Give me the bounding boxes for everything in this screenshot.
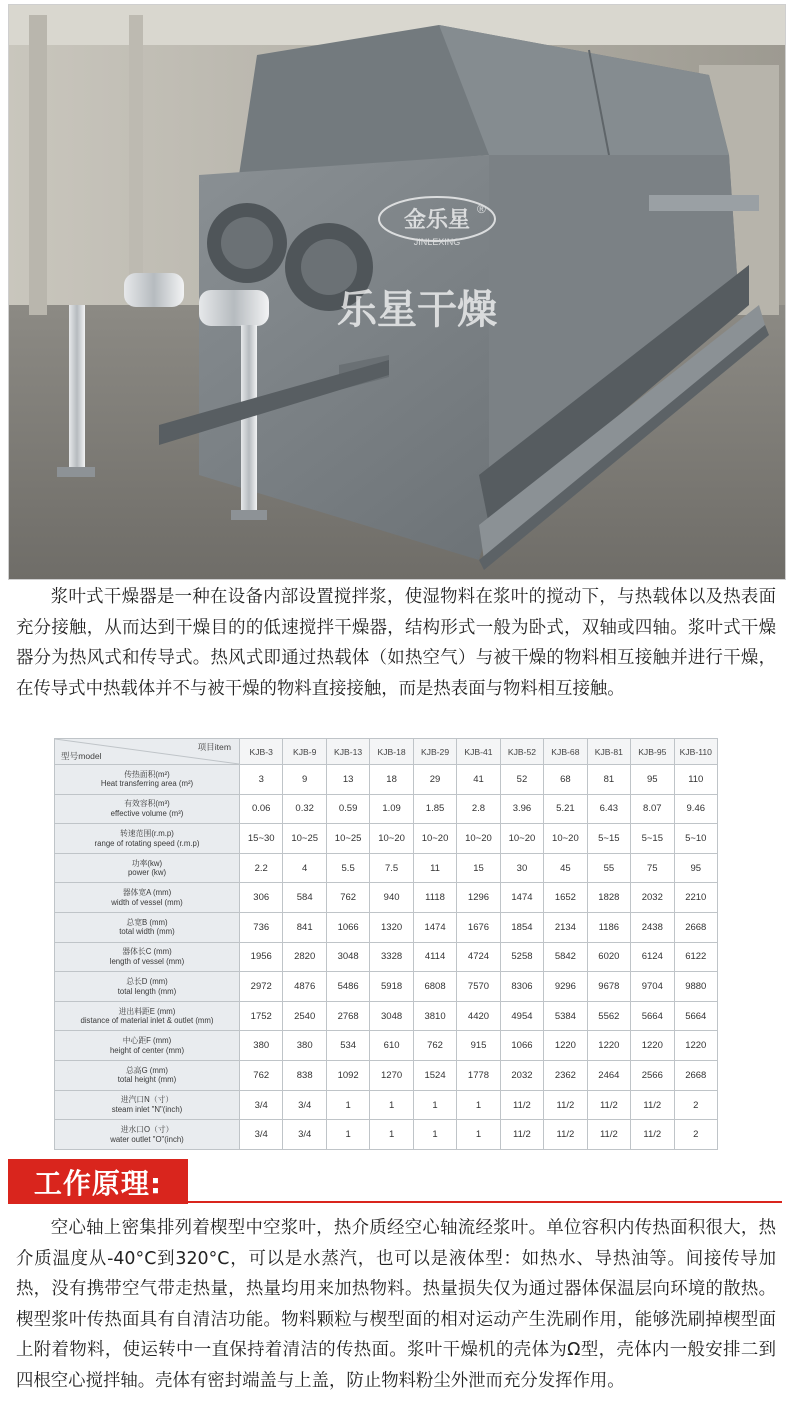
value-cell: 1186: [587, 913, 630, 943]
value-cell: 9.46: [674, 794, 717, 824]
value-cell: 1474: [500, 883, 543, 913]
value-cell: 610: [370, 1031, 413, 1061]
value-cell: 3/4: [240, 1120, 283, 1150]
value-cell: 13: [326, 765, 369, 795]
principle-text: 空心轴上密集排列着楔型中空浆叶，热介质经空心轴流经浆叶。单位容积内传热面积很大，热介质温度从-40°C到320°C，可以是水蒸汽，也可以是液体型：如热水、导热油等。间接传导加热，没有携带空气带走热量，热量均用来加热物料。热量损失仅为通过器体保温层向环境的散热。楔型浆叶传热面具有自清洁功能。物料颗粒与楔型面的相对运动产生洗刷作用，能够洗刷掉楔型面上附着物料，使运转中一直保持着清洁的传热面。浆叶干燥机的壳体为Ω型，壳体内一般安排二到四根空心搅拌轴。壳体有密封端盖与上盖，防止物料粉尘外泄而充分发挥作用。: [16, 1218, 776, 1391]
row-label-cn: 进出料距E (mm): [118, 1006, 176, 1016]
value-cell: 1: [326, 1090, 369, 1120]
row-label-cn: 有效容积(m³): [124, 799, 170, 809]
table-row: [55, 853, 718, 883]
value-cell: 762: [240, 1061, 283, 1091]
value-cell: 1220: [587, 1031, 630, 1061]
value-cell: 10~20: [544, 824, 587, 854]
value-cell: 1220: [544, 1031, 587, 1061]
value-cell: 2.8: [457, 794, 500, 824]
value-cell: 2: [674, 1120, 717, 1150]
section-divider: [188, 1201, 782, 1203]
value-cell: 5.5: [326, 853, 369, 883]
value-cell: 380: [240, 1031, 283, 1061]
row-label-cn: 进水口O（寸）: [120, 1125, 174, 1135]
intro-text: 浆叶式干燥器是一种在设备内部设置搅拌浆，使湿物料在浆叶的搅动下，与热载体以及热表面充分接触，从而达到干燥目的的低速搅拌干燥器，结构形式一般为卧式，双轴或四轴。浆叶式干燥器分为热风式和传导式。热风式即通过热载体（如热空气）与被干燥的物料相互接触并进行干燥，在传导式中热载体并不与被干燥的物料直接接触，而是热表面与物料相互接触。: [16, 587, 776, 699]
row-label-cell: [55, 1001, 240, 1031]
value-cell: 68: [544, 765, 587, 795]
row-label-cell: [55, 1061, 240, 1091]
row-label-cell: [55, 942, 240, 972]
value-cell: 1320: [370, 913, 413, 943]
model-header-cell: KJB-29: [413, 739, 456, 765]
row-label-en: height of center (mm): [109, 1045, 185, 1055]
value-cell: 5664: [631, 1001, 674, 1031]
table-row: [55, 1090, 718, 1120]
row-label-cell: [55, 1090, 240, 1120]
value-cell: 4876: [283, 972, 326, 1002]
value-cell: 6122: [674, 942, 717, 972]
value-cell: 2032: [631, 883, 674, 913]
value-cell: 11/2: [544, 1120, 587, 1150]
value-cell: 2972: [240, 972, 283, 1002]
value-cell: 10~25: [283, 824, 326, 854]
value-cell: 1: [457, 1090, 500, 1120]
row-label-cn: 器体长C (mm): [122, 947, 172, 957]
value-cell: 110: [674, 765, 717, 795]
table-row: [55, 913, 718, 943]
table-row: [55, 794, 718, 824]
row-label-en: power (kw): [127, 868, 167, 878]
row-label-en: effective volume (m³): [110, 808, 184, 818]
value-cell: 1118: [413, 883, 456, 913]
value-cell: 10~20: [457, 824, 500, 854]
value-cell: 1: [457, 1120, 500, 1150]
model-header-cell: KJB-81: [587, 739, 630, 765]
model-header-cell: KJB-95: [631, 739, 674, 765]
row-label-cell: [55, 913, 240, 943]
value-cell: 1524: [413, 1061, 456, 1091]
value-cell: 6020: [587, 942, 630, 972]
value-cell: 15: [457, 853, 500, 883]
value-cell: 5~10: [674, 824, 717, 854]
value-cell: 2464: [587, 1061, 630, 1091]
model-header-cell: KJB-41: [457, 739, 500, 765]
row-label-en: length of vessel (mm): [109, 956, 185, 966]
watermark-logo-en: JINLEXING: [413, 237, 461, 247]
row-label-en: width of vessel (mm): [111, 897, 183, 907]
value-cell: 10~20: [413, 824, 456, 854]
value-cell: 5562: [587, 1001, 630, 1031]
registered-mark: ®: [477, 202, 486, 216]
value-cell: 11/2: [587, 1120, 630, 1150]
table-row: [55, 1120, 718, 1150]
value-cell: 2: [674, 1090, 717, 1120]
row-label-cell: [55, 1031, 240, 1061]
value-cell: 1: [326, 1120, 369, 1150]
row-label-en: steam inlet "N"(inch): [111, 1105, 183, 1114]
table-row: [55, 972, 718, 1002]
value-cell: 5664: [674, 1001, 717, 1031]
row-label-cn: 器体宽A (mm): [122, 888, 172, 898]
value-cell: 5.21: [544, 794, 587, 824]
value-cell: 11/2: [631, 1120, 674, 1150]
model-header-cell: KJB-110: [674, 739, 717, 765]
row-label-en: distance of material inlet & outlet (mm): [80, 1016, 214, 1026]
value-cell: 2540: [283, 1001, 326, 1031]
value-cell: 45: [544, 853, 587, 883]
value-cell: 10~25: [326, 824, 369, 854]
value-cell: 3: [240, 765, 283, 795]
value-cell: 95: [631, 765, 674, 795]
value-cell: 2668: [674, 913, 717, 943]
table-row: [55, 1001, 718, 1031]
value-cell: 3.96: [500, 794, 543, 824]
row-label-cell: [55, 1120, 240, 1150]
row-label-en: total height (mm): [117, 1075, 177, 1085]
row-label-cn: 总长D (mm): [126, 976, 168, 986]
value-cell: 9678: [587, 972, 630, 1002]
value-cell: 838: [283, 1061, 326, 1091]
value-cell: 1092: [326, 1061, 369, 1091]
principle-paragraph: [16, 1213, 776, 1396]
value-cell: 5842: [544, 942, 587, 972]
table-row: [55, 765, 718, 795]
value-cell: 1854: [500, 913, 543, 943]
value-cell: 4: [283, 853, 326, 883]
value-cell: 0.32: [283, 794, 326, 824]
value-cell: 5384: [544, 1001, 587, 1031]
table-row: [55, 883, 718, 913]
value-cell: 6808: [413, 972, 456, 1002]
value-cell: 1: [370, 1090, 413, 1120]
value-cell: 1: [413, 1090, 456, 1120]
value-cell: 29: [413, 765, 456, 795]
row-label-cn: 总高G (mm): [125, 1065, 168, 1075]
value-cell: 4724: [457, 942, 500, 972]
value-cell: 10~20: [500, 824, 543, 854]
section-title-banner: [8, 1159, 188, 1204]
value-cell: 584: [283, 883, 326, 913]
value-cell: 1676: [457, 913, 500, 943]
row-label-en: range of rotating speed (r.m.p): [94, 838, 200, 848]
value-cell: 5486: [326, 972, 369, 1002]
value-cell: 11/2: [631, 1090, 674, 1120]
value-cell: 762: [326, 883, 369, 913]
intro-paragraph: [16, 582, 776, 704]
value-cell: 11: [413, 853, 456, 883]
value-cell: 3/4: [283, 1120, 326, 1150]
value-cell: 1652: [544, 883, 587, 913]
product-photo: [8, 4, 786, 580]
value-cell: 9704: [631, 972, 674, 1002]
value-cell: 1.09: [370, 794, 413, 824]
value-cell: 30: [500, 853, 543, 883]
value-cell: 2438: [631, 913, 674, 943]
value-cell: 3328: [370, 942, 413, 972]
value-cell: 7.5: [370, 853, 413, 883]
table-row: [55, 942, 718, 972]
watermark-brand: 乐星干燥: [337, 286, 497, 333]
value-cell: 52: [500, 765, 543, 795]
value-cell: 1474: [413, 913, 456, 943]
row-label-cell: [55, 972, 240, 1002]
row-label-cell: [55, 853, 240, 883]
table-corner-cell: [55, 739, 240, 765]
value-cell: 7570: [457, 972, 500, 1002]
paddle-dryer-illustration: [9, 5, 785, 579]
value-cell: 5~15: [631, 824, 674, 854]
value-cell: 9880: [674, 972, 717, 1002]
row-label-cell: [55, 824, 240, 854]
value-cell: 1066: [500, 1031, 543, 1061]
value-cell: 2566: [631, 1061, 674, 1091]
watermark-logo-text: 金乐星: [403, 207, 471, 233]
value-cell: 3/4: [240, 1090, 283, 1120]
value-cell: 75: [631, 853, 674, 883]
corner-model-label: 型号model: [61, 751, 102, 761]
model-header-cell: KJB-9: [283, 739, 326, 765]
row-label-cell: [55, 765, 240, 795]
value-cell: 15~30: [240, 824, 283, 854]
value-cell: 380: [283, 1031, 326, 1061]
value-cell: 5918: [370, 972, 413, 1002]
value-cell: 1828: [587, 883, 630, 913]
row-label-cn: 功率(kw): [131, 858, 163, 868]
value-cell: 2768: [326, 1001, 369, 1031]
model-header-cell: KJB-18: [370, 739, 413, 765]
value-cell: 2210: [674, 883, 717, 913]
value-cell: 4954: [500, 1001, 543, 1031]
value-cell: 1296: [457, 883, 500, 913]
row-label-cn: 转速范围(r.m.p): [120, 828, 174, 838]
value-cell: 2668: [674, 1061, 717, 1091]
value-cell: 1066: [326, 913, 369, 943]
value-cell: 1270: [370, 1061, 413, 1091]
value-cell: 3/4: [283, 1090, 326, 1120]
value-cell: 1778: [457, 1061, 500, 1091]
value-cell: 1220: [631, 1031, 674, 1061]
row-label-en: total length (mm): [117, 986, 177, 996]
table-row: [55, 1061, 718, 1091]
row-label-cell: [55, 883, 240, 913]
value-cell: 534: [326, 1031, 369, 1061]
value-cell: 6.43: [587, 794, 630, 824]
section-title: 工作原理:: [33, 1166, 163, 1200]
row-label-en: total width (mm): [119, 927, 175, 937]
value-cell: 11/2: [587, 1090, 630, 1120]
value-cell: 5258: [500, 942, 543, 972]
value-cell: 8.07: [631, 794, 674, 824]
row-label-en: water outlet "O"(inch): [110, 1134, 184, 1144]
value-cell: 95: [674, 853, 717, 883]
value-cell: 1220: [674, 1031, 717, 1061]
value-cell: 3810: [413, 1001, 456, 1031]
table-header-row: [55, 739, 718, 765]
value-cell: 1956: [240, 942, 283, 972]
value-cell: 2820: [283, 942, 326, 972]
value-cell: 2362: [544, 1061, 587, 1091]
value-cell: 6124: [631, 942, 674, 972]
row-label-cn: 总宽B (mm): [126, 917, 168, 927]
value-cell: 11/2: [544, 1090, 587, 1120]
value-cell: 1: [413, 1120, 456, 1150]
value-cell: 18: [370, 765, 413, 795]
value-cell: 41: [457, 765, 500, 795]
value-cell: 1: [370, 1120, 413, 1150]
value-cell: 3048: [370, 1001, 413, 1031]
row-label-cn: 进汽口N（寸）: [120, 1095, 174, 1105]
value-cell: 2.2: [240, 853, 283, 883]
value-cell: 0.59: [326, 794, 369, 824]
corner-item-label: 项目item: [197, 742, 231, 752]
value-cell: 10~20: [370, 824, 413, 854]
value-cell: 55: [587, 853, 630, 883]
value-cell: 3048: [326, 942, 369, 972]
value-cell: 11/2: [500, 1090, 543, 1120]
value-cell: 9296: [544, 972, 587, 1002]
value-cell: 736: [240, 913, 283, 943]
value-cell: 940: [370, 883, 413, 913]
model-header-cell: KJB-52: [500, 739, 543, 765]
value-cell: 9: [283, 765, 326, 795]
value-cell: 1.85: [413, 794, 456, 824]
value-cell: 762: [413, 1031, 456, 1061]
value-cell: 5~15: [587, 824, 630, 854]
value-cell: 4420: [457, 1001, 500, 1031]
value-cell: 915: [457, 1031, 500, 1061]
row-label-cn: 中心距F (mm): [122, 1036, 172, 1046]
row-label-cn: 传热面积(m²): [124, 769, 170, 779]
spec-table: [54, 738, 718, 1150]
table-row: [55, 824, 718, 854]
value-cell: 306: [240, 883, 283, 913]
value-cell: 8306: [500, 972, 543, 1002]
value-cell: 4114: [413, 942, 456, 972]
value-cell: 2134: [544, 913, 587, 943]
row-label-cell: [55, 794, 240, 824]
model-header-cell: KJB-13: [326, 739, 369, 765]
value-cell: 1752: [240, 1001, 283, 1031]
table-row: [55, 1031, 718, 1061]
model-header-cell: KJB-3: [240, 739, 283, 765]
value-cell: 0.06: [240, 794, 283, 824]
value-cell: 11/2: [500, 1120, 543, 1150]
model-header-cell: KJB-68: [544, 739, 587, 765]
value-cell: 2032: [500, 1061, 543, 1091]
value-cell: 841: [283, 913, 326, 943]
value-cell: 81: [587, 765, 630, 795]
row-label-en: Heat transferring area (m²): [100, 779, 194, 789]
